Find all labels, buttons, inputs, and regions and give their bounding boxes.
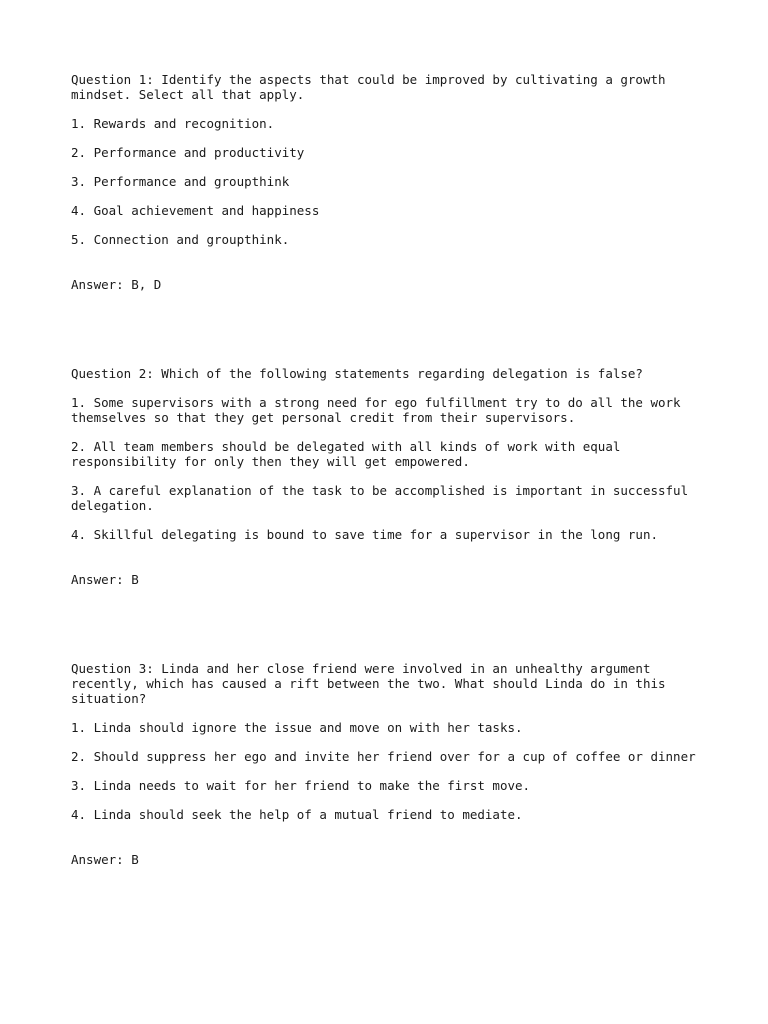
- question-1-option-2: 2. Performance and productivity: [71, 145, 305, 160]
- question-3: [71, 661, 711, 867]
- question-1-option-4: 4. Goal achievement and happiness: [71, 203, 320, 218]
- document-page: [71, 72, 711, 867]
- question-1: [71, 72, 711, 292]
- question-3-text: Question 3: Linda and her close friend were involved in an unhealthy argument recently, which has caused a rift between the two. What should Linda do in this situation?: [71, 661, 674, 706]
- question-2-answer: Answer: B: [71, 572, 139, 587]
- question-1-option-3: 3. Performance and groupthink: [71, 174, 290, 189]
- question-2-option-4: 4. Skillful delegating is bound to save time for a supervisor in the long run.: [71, 527, 658, 542]
- question-3-answer-wrap: [71, 852, 711, 867]
- question-3-option-4: 4. Linda should seek the help of a mutual friend to mediate.: [71, 807, 523, 822]
- question-2-text: Question 2: Which of the following statements regarding delegation is false?: [71, 366, 643, 381]
- question-1-answer-wrap: [71, 277, 711, 292]
- question-1-option-1: 1. Rewards and recognition.: [71, 116, 275, 131]
- question-1-text: Question 1: Identify the aspects that could be improved by cultivating a growth mindset. Select all that apply.: [71, 72, 674, 102]
- question-3-option-2: 2. Should suppress her ego and invite her friend over for a cup of coffee or dinner: [71, 749, 696, 764]
- question-3-option-1: 1. Linda should ignore the issue and move on with her tasks.: [71, 720, 523, 735]
- question-2-option-2: 2. All team members should be delegated with all kinds of work with equal responsibility for only then they will get empowered.: [71, 439, 628, 469]
- question-1-option-5: 5. Connection and groupthink.: [71, 232, 290, 247]
- question-2-answer-wrap: [71, 572, 711, 587]
- question-3-answer: Answer: B: [71, 852, 139, 867]
- question-3-option-3: 3. Linda needs to wait for her friend to make the first move.: [71, 778, 531, 793]
- question-2-option-3: 3. A careful explanation of the task to be accomplished is important in successful delegation.: [71, 483, 696, 513]
- question-2: [71, 366, 711, 587]
- question-2-option-1: 1. Some supervisors with a strong need for ego fulfillment try to do all the work themselves so that they get personal credit from their supervisors.: [71, 395, 689, 425]
- question-1-answer: Answer: B, D: [71, 277, 162, 292]
